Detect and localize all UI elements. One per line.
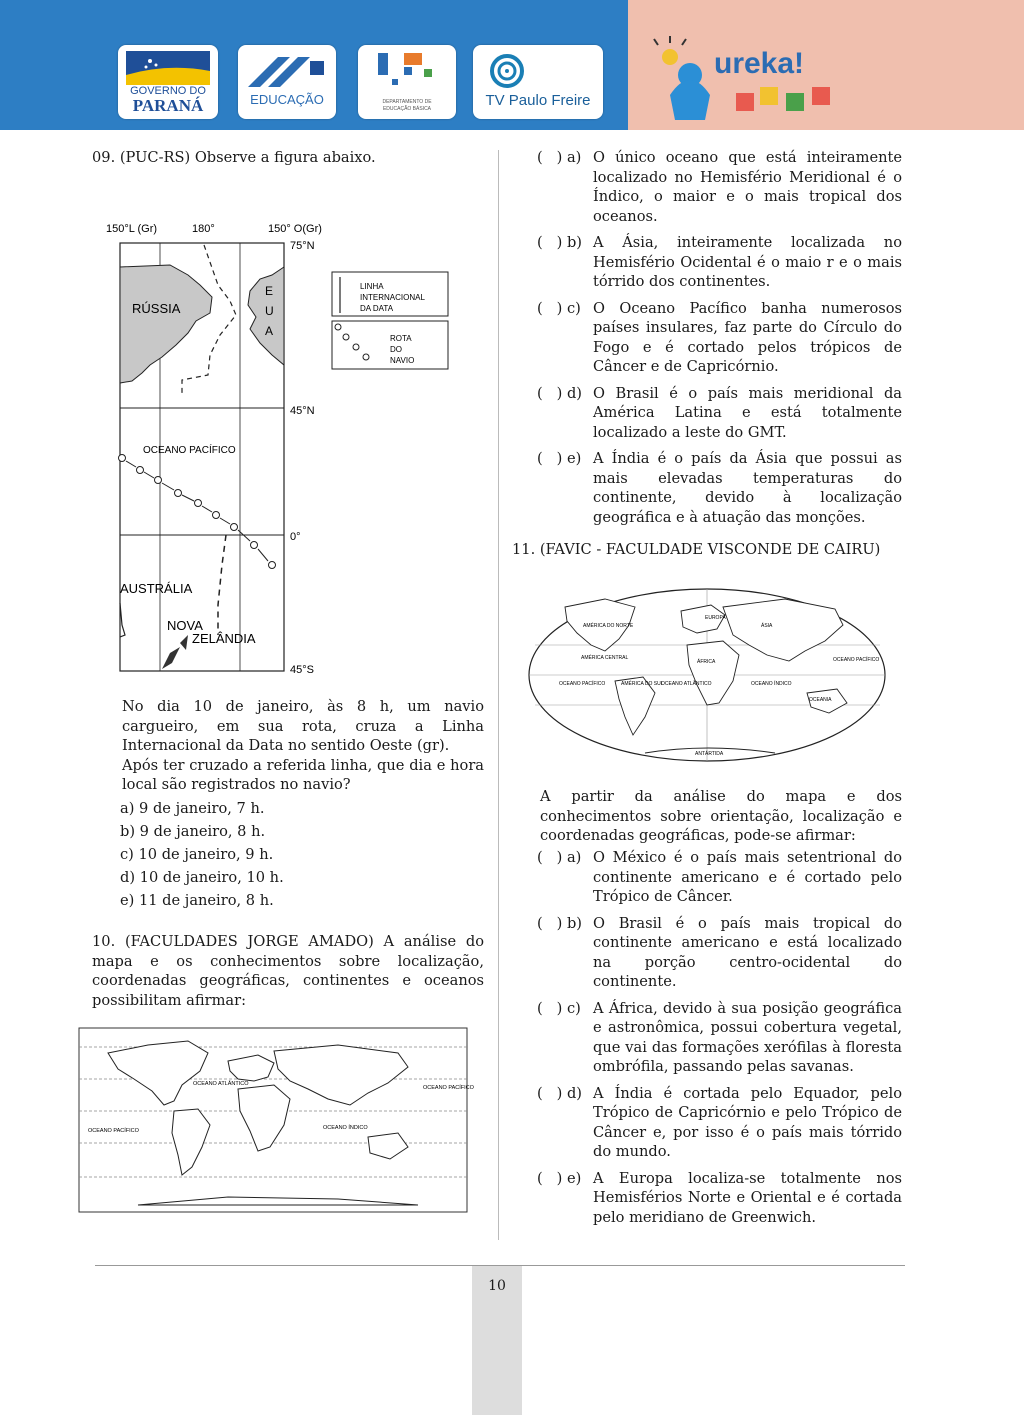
q11-option-e: [537, 1169, 902, 1228]
q10-option-e-mark: ( ) e): [537, 450, 582, 467]
map-label-nova: NOVA: [167, 618, 203, 633]
q11-title: 11. (FAVIC - FACULDADE VISCONDE DE CAIRU): [512, 541, 881, 558]
q10-option-d-text: O Brasil é o país mais meridional da América Latina e está totalmente localizado a leste do GMT.: [593, 384, 902, 441]
deb-logo-line2: EDUCAÇÃO BÁSICA: [382, 106, 432, 112]
q10-option-d-mark: ( ) d): [537, 384, 582, 402]
deb-logo: [358, 45, 456, 119]
parana-logo-line1: GOVERNO DO: [130, 85, 206, 97]
q11-option-c-text: A África, devido à sua posição geográfica e astronômica, possui cobertura vegetal, que vai das formações xerófilas à floresta ombrófila, passando pelas savanas.: [593, 999, 902, 1075]
q11-map-asia: ÁSIA: [761, 623, 773, 629]
q09-stem-2: Após ter cruzado a referida linha, que dia e hora local são registrados no navio?: [122, 756, 484, 793]
legend-line2-c: NAVIO: [390, 356, 415, 365]
q11-option-d-mark: ( ) d): [537, 1084, 582, 1102]
educacao-logo: [238, 45, 336, 119]
q10-map-pacific-east: OCEANO PACÍFICO: [423, 1085, 474, 1091]
q11-option-b: [537, 914, 902, 992]
q10-option-b: [537, 233, 902, 292]
legend-line1-a: LINHA: [360, 282, 384, 291]
q11-stem: A partir da análise do mapa e dos conhecimentos sobre orientação, localização e coordenadas geográficas, pode-se afirmar:: [540, 788, 902, 844]
map-label-75N: 75°N: [290, 240, 315, 252]
q10-option-d: [537, 384, 902, 443]
q10-option-e-text: A Índia é o país da Ásia que possui as mais elevadas temperaturas do continente, devido à localização geográfica e à atuação das monções.: [593, 450, 902, 526]
q11-body: [540, 787, 902, 848]
q11-option-e-mark: ( ) e): [537, 1169, 582, 1187]
q10-option-b-text: A Ásia, inteiramente localizada no Hemisfério Ocidental é o maio r e o mais tórrido dos continentes.: [593, 234, 902, 290]
deb-blocks-icon: [358, 45, 456, 97]
tv-logo-text: TV Paulo Freire: [485, 92, 591, 109]
q11-map-oceania: OCEANIA: [809, 697, 832, 703]
map-label-45S: 45°S: [290, 664, 314, 676]
q10-title-block: [92, 932, 484, 1010]
q10-option-e: [537, 449, 902, 527]
q11-title-block: [512, 540, 902, 560]
educacao-logo-text: EDUCAÇÃO: [250, 92, 324, 107]
q10-option-a-mark: ( ) a): [537, 149, 582, 166]
q09-body: [122, 697, 484, 795]
q11-option-a-text: O México é o país mais setentrional do continente americano e é cortado pelo Trópico de Câncer.: [593, 849, 902, 905]
q11-map-north-america: AMÉRICA DO NORTE: [583, 623, 634, 629]
legend-line1-b: INTERNACIONAL: [360, 293, 425, 302]
q10-map-atlantic: OCEANO ATLÂNTICO: [193, 1081, 249, 1087]
q11-map-atlantic: OCEANO ATLÂNTICO: [661, 681, 712, 687]
deb-logo-line1: DEPARTAMENTO DE: [382, 99, 432, 105]
eureka-wordmark: ureka!: [714, 47, 805, 80]
map-label-150L: 150°L (Gr): [106, 223, 158, 235]
q09-option-d: d) 10 de janeiro, 10 h.: [120, 869, 284, 886]
map-label-pacific: OCEANO PACÍFICO: [143, 445, 236, 456]
q10-map-indian: OCEANO ÍNDICO: [323, 1125, 368, 1131]
legend-line2-a: ROTA: [390, 334, 412, 343]
q11-map-south-america: AMÉRICA DO SUL: [621, 681, 664, 687]
left-column: [92, 148, 484, 168]
spiral-icon: [473, 45, 603, 91]
q11-option-d: [537, 1084, 902, 1162]
column-divider: [498, 150, 499, 1240]
q10-option-b-mark: ( ) b): [537, 234, 582, 251]
q11-option-c-mark: ( ) c): [537, 999, 581, 1017]
q09-date-line-map: [100, 205, 460, 675]
map-label-150O: 150° O(Gr): [268, 223, 322, 235]
parana-logo-line2: PARANÁ: [132, 96, 204, 115]
q11-map-africa: ÁFRICA: [697, 659, 716, 665]
eureka-logo: [650, 35, 860, 125]
map-label-zelandia: ZELÂNDIA: [192, 631, 256, 646]
legend-line2-b: DO: [390, 345, 402, 354]
tv-paulo-freire-logo: [473, 45, 603, 119]
q10-map-pacific-west: OCEANO PACÍFICO: [88, 1128, 139, 1134]
map-label-e: E: [265, 284, 274, 298]
q11-option-d-text: A Índia é cortada pelo Equador, pelo Trópico de Capricórnio e pelo Trópico de Câncer e, por isso é o país mais tórrido do mundo.: [593, 1084, 902, 1160]
legend-line1-c: DA DATA: [360, 304, 394, 313]
q11-map-central-america: AMÉRICA CENTRAL: [581, 655, 629, 661]
q09-stem-1: No dia 10 de janeiro, às 8 h, um navio cargueiro, em sua rota, cruza a Linha Internacional da Data no sentido Oeste (gr).: [122, 698, 484, 754]
map-label-45N: 45°N: [290, 405, 315, 417]
q11-option-a-mark: ( ) a): [537, 849, 582, 866]
q11-option-b-text: O Brasil é o país mais tropical do continente americano e está localizado na porção centro-ocidental do continente.: [593, 914, 902, 990]
q11-option-b-mark: ( ) b): [537, 914, 582, 932]
q09-title: 09. (PUC-RS) Observe a figura abaixo.: [92, 149, 376, 166]
q10-option-a: [537, 148, 902, 226]
q11-map-pacific-west: OCEANO PACÍFICO: [559, 681, 606, 687]
q09-option-a: a) 9 de janeiro, 7 h.: [120, 800, 265, 817]
map-label-u: U: [265, 304, 274, 318]
q10-option-c: [537, 299, 902, 377]
q09-options: [120, 797, 420, 912]
q11-options: [537, 848, 902, 1234]
q11-option-e-text: A Europa localiza-se totalmente nos Hemisférios Norte e Oriental e é cortada pelo meridiano de Greenwich.: [593, 1169, 902, 1226]
map-label-russia: RÚSSIA: [132, 301, 181, 316]
q11-map-europe: EUROPA: [705, 615, 726, 621]
governo-parana-logo: [118, 45, 218, 119]
map-label-a: A: [265, 324, 274, 338]
map-label-australia: AUSTRÁLIA: [120, 581, 193, 596]
q11-map-antarctica: ANTÁRTIDA: [695, 751, 724, 757]
q10-world-map: [78, 1027, 474, 1213]
footer-rule: [95, 1265, 905, 1266]
q10-options: [537, 148, 902, 534]
q11-option-a: [537, 848, 902, 907]
q11-map-indian: OCEANO ÍNDICO: [751, 681, 792, 687]
q09-option-c: c) 10 de janeiro, 9 h.: [120, 846, 274, 863]
educacao-waves-icon: [238, 45, 336, 95]
page-number: 10: [488, 1278, 506, 1294]
map-label-0: 0°: [290, 531, 301, 543]
q11-world-map: [525, 585, 890, 765]
q10-option-a-text: O único oceano que está inteiramente localizado no Hemisfério Meridional é o Índico, o maior e o mais tropical dos oceanos.: [593, 149, 902, 225]
q09-option-e: e) 11 de janeiro, 8 h.: [120, 892, 274, 909]
q10-option-c-text: O Oceano Pacífico banha numerosos países insulares, faz parte do Círculo do Fogo e é cortado pelos trópicos de Câncer e de Capricórnio.: [593, 299, 902, 375]
q10-title: 10. (FACULDADES JORGE AMADO) A análise do mapa e os conhecimentos sobre localização, coordenadas geográficas, continentes e oceanos possibilitam afirmar:: [92, 933, 484, 1009]
q11-map-pacific-east: OCEANO PACÍFICO: [833, 657, 880, 663]
q10-option-c-mark: ( ) c): [537, 299, 581, 317]
map-label-180: 180°: [192, 223, 215, 235]
page-header: [0, 0, 1024, 130]
q11-option-c: [537, 999, 902, 1077]
q09-option-b: b) 9 de janeiro, 8 h.: [120, 823, 266, 840]
